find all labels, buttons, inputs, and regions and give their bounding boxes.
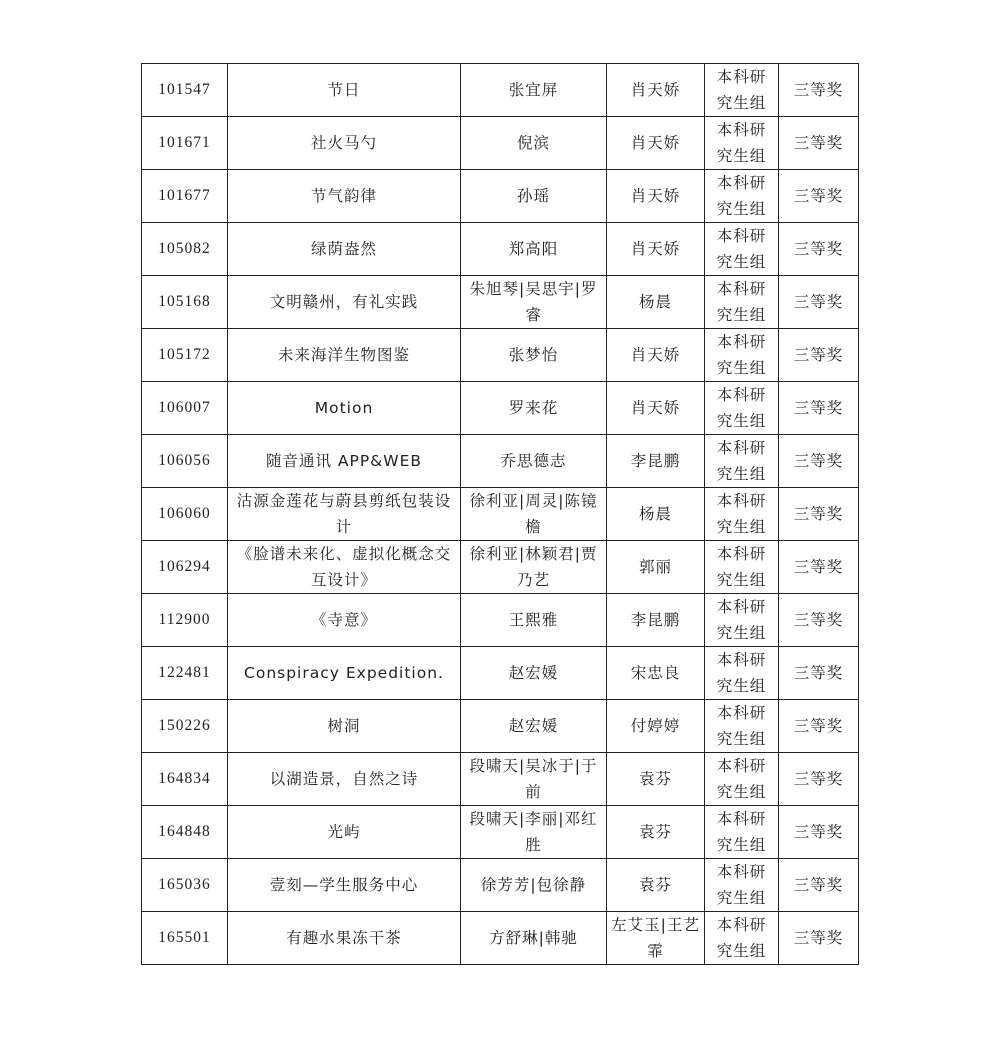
author-cell: 张梦怡 [461,329,607,382]
work-title-cell: 《寺意》 [228,594,461,647]
entry-id-cell: 112900 [142,594,228,647]
award-cell: 三等奖 [779,223,859,276]
table-row [142,806,859,859]
table-row [142,329,859,382]
teacher-cell: 肖天娇 [607,329,705,382]
teacher-cell: 肖天娇 [607,170,705,223]
table-row [142,435,859,488]
award-cell: 三等奖 [779,753,859,806]
author-cell: 郑高阳 [461,223,607,276]
group-cell: 本科研究生组 [705,435,779,488]
awards-table [141,63,859,965]
author-cell: 王熙雅 [461,594,607,647]
group-cell: 本科研究生组 [705,753,779,806]
work-title-cell: 节气韵律 [228,170,461,223]
award-cell: 三等奖 [779,859,859,912]
teacher-cell: 李昆鹏 [607,435,705,488]
work-title-cell: 光屿 [228,806,461,859]
entry-id-cell: 105082 [142,223,228,276]
work-title-cell: 有趣水果冻干茶 [228,912,461,965]
entry-id-cell: 165501 [142,912,228,965]
entry-id-cell: 122481 [142,647,228,700]
author-cell: 徐利亚|周灵|陈镜檐 [461,488,607,541]
award-cell: 三等奖 [779,435,859,488]
awards-table-body [142,64,859,965]
work-title-cell: 树洞 [228,700,461,753]
group-cell: 本科研究生组 [705,382,779,435]
entry-id-cell: 101671 [142,117,228,170]
award-cell: 三等奖 [779,329,859,382]
table-row [142,117,859,170]
teacher-cell: 肖天娇 [607,382,705,435]
award-cell: 三等奖 [779,488,859,541]
author-cell: 方舒琳|韩驰 [461,912,607,965]
teacher-cell: 袁芬 [607,806,705,859]
work-title-cell: 节日 [228,64,461,117]
table-row [142,488,859,541]
work-title-cell: Conspiracy Expedition. [228,647,461,700]
author-cell: 孙瑶 [461,170,607,223]
group-cell: 本科研究生组 [705,912,779,965]
table-row [142,382,859,435]
award-cell: 三等奖 [779,647,859,700]
award-cell: 三等奖 [779,912,859,965]
entry-id-cell: 164848 [142,806,228,859]
group-cell: 本科研究生组 [705,223,779,276]
entry-id-cell: 106294 [142,541,228,594]
author-cell: 徐芳芳|包徐静 [461,859,607,912]
entry-id-cell: 106007 [142,382,228,435]
award-cell: 三等奖 [779,382,859,435]
entry-id-cell: 165036 [142,859,228,912]
table-row [142,753,859,806]
work-title-cell: 绿荫盎然 [228,223,461,276]
group-cell: 本科研究生组 [705,806,779,859]
author-cell: 朱旭琴|吴思宇|罗睿 [461,276,607,329]
entry-id-cell: 101677 [142,170,228,223]
group-cell: 本科研究生组 [705,488,779,541]
group-cell: 本科研究生组 [705,117,779,170]
table-row [142,700,859,753]
author-cell: 赵宏媛 [461,700,607,753]
work-title-cell: 以湖造景，自然之诗 [228,753,461,806]
table-row [142,276,859,329]
work-title-cell: 社火马勺 [228,117,461,170]
table-row [142,647,859,700]
author-cell: 徐利亚|林颖君|贾乃艺 [461,541,607,594]
teacher-cell: 肖天娇 [607,64,705,117]
group-cell: 本科研究生组 [705,170,779,223]
work-title-cell: 文明赣州，有礼实践 [228,276,461,329]
table-row [142,223,859,276]
group-cell: 本科研究生组 [705,276,779,329]
group-cell: 本科研究生组 [705,329,779,382]
table-row [142,594,859,647]
entry-id-cell: 101547 [142,64,228,117]
group-cell: 本科研究生组 [705,541,779,594]
entry-id-cell: 105168 [142,276,228,329]
award-cell: 三等奖 [779,806,859,859]
entry-id-cell: 150226 [142,700,228,753]
group-cell: 本科研究生组 [705,859,779,912]
author-cell: 段啸天|李丽|邓红胜 [461,806,607,859]
author-cell: 段啸天|吴冰于|于前 [461,753,607,806]
table-row [142,912,859,965]
work-title-cell: 《脸谱未来化、虚拟化概念交互设计》 [228,541,461,594]
work-title-cell: 未来海洋生物图鉴 [228,329,461,382]
entry-id-cell: 106056 [142,435,228,488]
author-cell: 乔思德志 [461,435,607,488]
teacher-cell: 肖天娇 [607,223,705,276]
author-cell: 倪滨 [461,117,607,170]
work-title-cell: Motion [228,382,461,435]
work-title-cell: 随音通讯 APP&WEB [228,435,461,488]
group-cell: 本科研究生组 [705,64,779,117]
work-title-cell: 壹刻—学生服务中心 [228,859,461,912]
entry-id-cell: 164834 [142,753,228,806]
teacher-cell: 杨晨 [607,488,705,541]
award-cell: 三等奖 [779,594,859,647]
teacher-cell: 郭丽 [607,541,705,594]
table-row [142,541,859,594]
table-row [142,170,859,223]
table-row [142,64,859,117]
award-cell: 三等奖 [779,64,859,117]
entry-id-cell: 106060 [142,488,228,541]
teacher-cell: 肖天娇 [607,117,705,170]
award-cell: 三等奖 [779,170,859,223]
group-cell: 本科研究生组 [705,647,779,700]
award-cell: 三等奖 [779,541,859,594]
award-cell: 三等奖 [779,276,859,329]
teacher-cell: 宋忠良 [607,647,705,700]
award-cell: 三等奖 [779,117,859,170]
table-row [142,859,859,912]
teacher-cell: 付婷婷 [607,700,705,753]
group-cell: 本科研究生组 [705,700,779,753]
group-cell: 本科研究生组 [705,594,779,647]
author-cell: 赵宏媛 [461,647,607,700]
teacher-cell: 李昆鹏 [607,594,705,647]
entry-id-cell: 105172 [142,329,228,382]
teacher-cell: 袁芬 [607,753,705,806]
award-cell: 三等奖 [779,700,859,753]
teacher-cell: 左艾玉|王艺霏 [607,912,705,965]
author-cell: 罗来花 [461,382,607,435]
teacher-cell: 袁芬 [607,859,705,912]
author-cell: 张宜屏 [461,64,607,117]
teacher-cell: 杨晨 [607,276,705,329]
work-title-cell: 沽源金莲花与蔚县剪纸包装设计 [228,488,461,541]
